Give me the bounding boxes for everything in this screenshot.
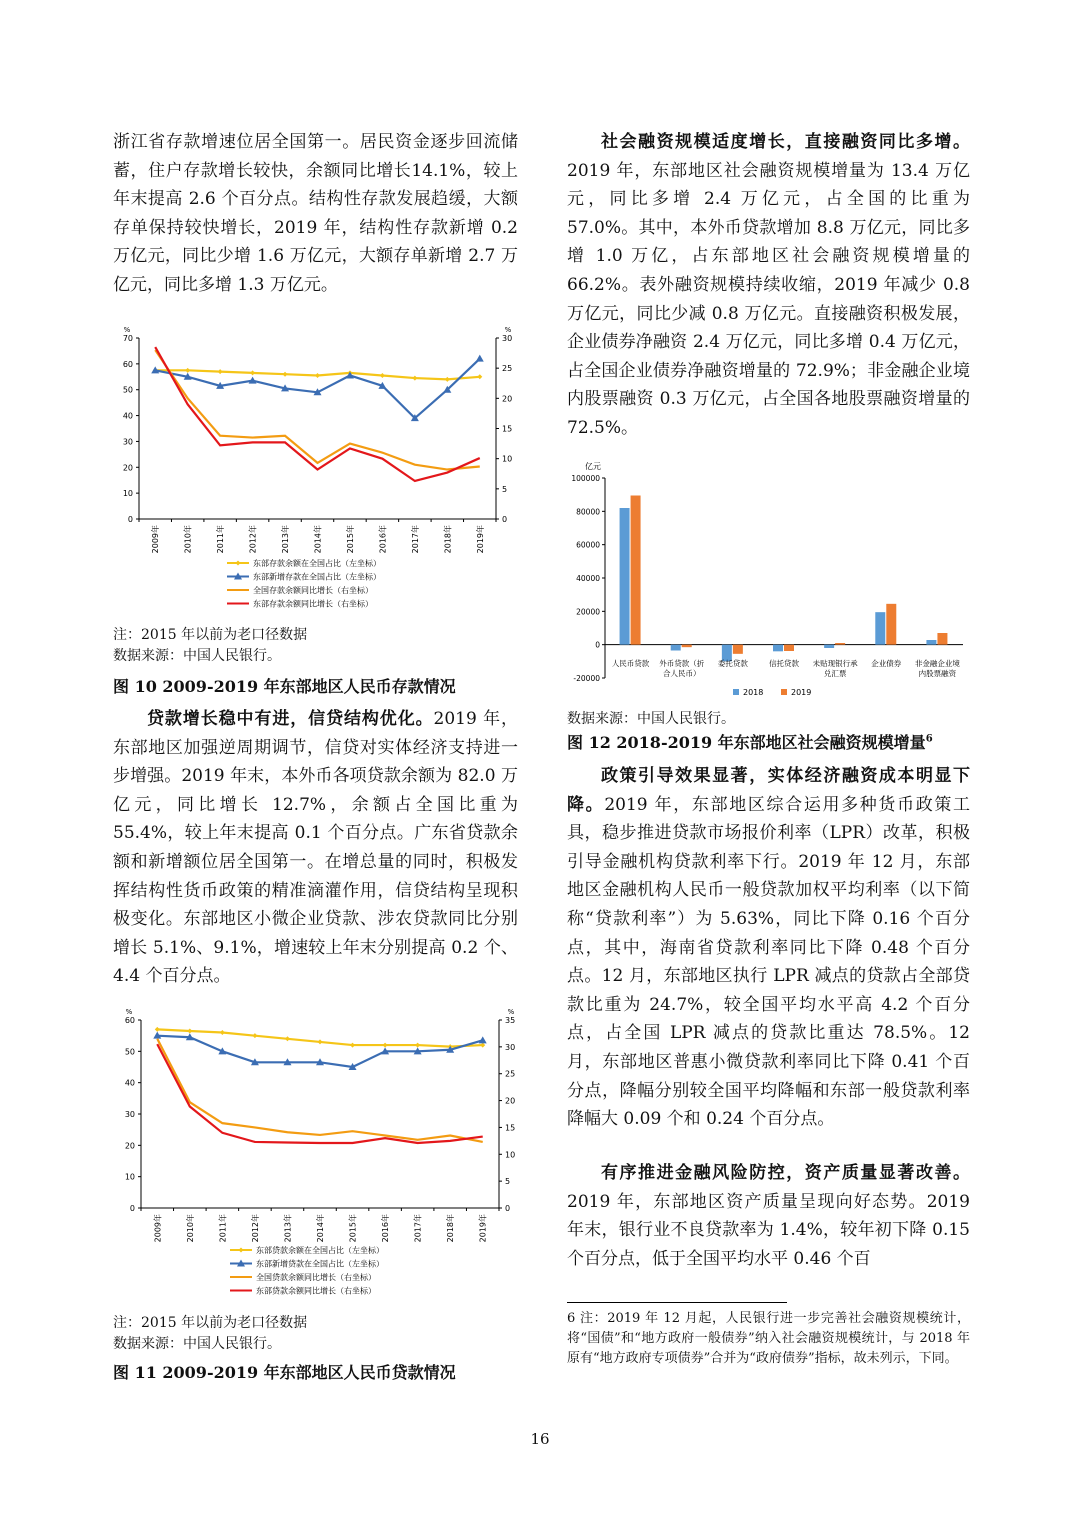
figure-11-caption-wrap: [113, 1360, 518, 1383]
left-tick-label: 40: [124, 1078, 135, 1088]
legend-label-2018: 2018: [743, 688, 764, 697]
y-tick-label: 100000: [571, 474, 600, 483]
legend-swatch-2018: [733, 689, 739, 695]
series-2-point: [476, 355, 484, 362]
figure-11-notes: [113, 1313, 518, 1355]
left-paragraph-2: [113, 705, 518, 991]
left-tick-label: 50: [122, 385, 133, 395]
y-tick-label: 40000: [576, 574, 600, 583]
series-1-point: [285, 1036, 290, 1041]
figure-12-caption-text: 图 12 2018-2019 年东部地区社会融资规模增量: [567, 733, 926, 752]
legend-label-3: 全国存款余额同比增长（右坐标）: [253, 586, 373, 595]
right-paragraph-3: [567, 1159, 970, 1273]
x-tick-label: 2017年: [410, 525, 420, 554]
bar-2018-5: [824, 645, 834, 648]
y-tick-label: 20000: [576, 607, 600, 617]
series-1-point: [318, 1039, 323, 1044]
category-label: 非金融企业境: [914, 659, 960, 668]
right-paragraph-2-lead: 政策引导效果显著，实体经济融资成本明显下降。: [567, 766, 970, 815]
right-paragraph-3-body: 2019 年，东部地区资产质量呈现向好态势。2019 年末，银行业不良贷款率为 1.4%，较年初下降 0.15 个百分点，低于全国平均水平 0.46 个百: [567, 1191, 970, 1269]
x-tick-label: 2013年: [283, 1214, 293, 1243]
legend-label-2: 东部新增贷款在全国占比（左坐标）: [256, 1259, 384, 1269]
y-tick-label: 60000: [576, 540, 600, 550]
series-1-point: [220, 1030, 225, 1035]
left-tick-label: 30: [124, 1110, 135, 1119]
figure-11-source: 数据来源：中国人民银行。: [113, 1336, 281, 1352]
category-label: 兑汇票: [823, 669, 847, 678]
series-1-point: [383, 1043, 388, 1048]
legend-label-2019: 2019: [791, 688, 812, 697]
bar-2019-4: [784, 645, 794, 651]
y-tick-label: -20000: [573, 674, 600, 683]
right-paragraph-1-body: 2019 年，东部地区社会融资规模增量为 13.4 万亿元，同比多增 2.4 万亿元，占全国的比重为 57.0%。其中，本外币贷款增加 8.8 万亿元，同比多增 1.0 万亿，占东部地区社会融资规模增量的 66.2%。表外融资规模持续收缩，2019 年减少 0.8 万亿元，同比少减 0.8 万亿元。直接融资积极发展，企业债券净融资 2.4 万亿元，同比多增 0.4 万亿元，占全国企业债券净融资增量的 72.9%；非金融企业境内股票融资 0.3 万亿元，占全国各地股票融资增量的 72.5%。: [567, 160, 970, 438]
right-tick-label: 15: [502, 424, 513, 434]
bar-2018-6: [875, 612, 885, 645]
footnote-separator: [567, 1302, 787, 1303]
series-1-point: [350, 1043, 355, 1048]
right-tick-label: 30: [505, 1042, 516, 1052]
legend-label-4: 东部存款余额同比增长（右坐标）: [253, 599, 373, 609]
series-line-4: [155, 347, 480, 481]
left-tick-label: 50: [124, 1047, 135, 1057]
series-1-point: [155, 1027, 160, 1032]
x-tick-label: 2019年: [475, 525, 485, 554]
x-tick-label: 2009年: [151, 525, 161, 554]
series-1-point: [187, 1028, 192, 1033]
bar-2018-4: [773, 645, 783, 652]
bar-2019-5: [835, 643, 845, 645]
right-tick-label: 0: [505, 1204, 511, 1213]
figure-12-caption-wrap: [567, 730, 970, 753]
figure-11-note: 注：2015 年以前为老口径数据: [113, 1315, 308, 1331]
figure-12-notes: [567, 709, 970, 730]
right-tick-label: 0: [502, 515, 508, 524]
footnote-marker: 6: [925, 733, 933, 745]
figure-10-chart: [110, 318, 520, 618]
right-tick-label: 10: [505, 1150, 516, 1160]
right-tick-label: 20: [505, 1096, 516, 1106]
figure-11-caption: 图 11 2009-2019 年东部地区人民币贷款情况: [113, 1363, 456, 1382]
x-tick-label: 2018年: [443, 525, 453, 554]
right-tick-label: 5: [505, 1177, 511, 1187]
right-tick-label: 35: [505, 1016, 516, 1025]
legend-label-4: 东部贷款余额同比增长（右坐标）: [256, 1286, 376, 1296]
x-tick-label: 2018年: [446, 1214, 456, 1243]
legend-marker-1: [236, 561, 241, 566]
figure-10-source: 数据来源：中国人民银行。: [113, 648, 281, 664]
series-2-point: [479, 1036, 487, 1043]
y-tick-label: 0: [595, 640, 600, 650]
x-tick-label: 2016年: [378, 525, 388, 554]
right-tick-label: 15: [505, 1123, 516, 1133]
bar-2018-2: [671, 645, 681, 651]
bar-2019-2: [682, 645, 692, 648]
x-tick-label: 2011年: [216, 525, 226, 554]
x-tick-label: 2009年: [153, 1214, 163, 1243]
x-tick-label: 2015年: [348, 1214, 358, 1243]
category-label: 外币贷款（折: [659, 659, 705, 668]
left-axis-unit: %: [125, 1008, 133, 1016]
legend-swatch-2019: [781, 689, 787, 695]
bar-2018-1: [620, 508, 630, 645]
legend-label-1: 东部存款余额在全国占比（左坐标）: [253, 559, 381, 568]
left-tick-label: 0: [127, 515, 133, 524]
left-tick-label: 10: [122, 489, 133, 499]
right-tick-label: 25: [505, 1069, 516, 1079]
figure-10-caption-wrap: [113, 674, 518, 697]
bar-2019-7: [937, 633, 947, 645]
series-1-point: [445, 377, 450, 382]
left-section-loans: [113, 705, 518, 991]
bar-2018-7: [926, 640, 936, 645]
figure-12-chart: [565, 458, 970, 706]
y-axis-unit: 亿元: [585, 462, 601, 471]
left-paragraph-1: 浙江省存款增速位居全国第一。居民资金逐步回流储蓄，住户存款增长较快，余额同比增长14.1%，较上年末提高 2.6 个百分点。结构性存款发展趋缓，大额存单保持较快增长，2019 年，结构性存款新增 0.2 万亿元，同比少增 1.6 万亿元，大额存单新增 2.7 万亿元，同比多增 1.3 万亿元。: [113, 132, 518, 295]
legend-label-3: 全国贷款余额同比增长（右坐标）: [256, 1273, 376, 1282]
series-1-point: [477, 374, 482, 379]
right-section-policy: [567, 762, 970, 1134]
right-section-risk: [567, 1159, 970, 1273]
x-tick-label: 2015年: [345, 525, 355, 554]
left-axis-unit: %: [123, 326, 131, 334]
series-1-point: [283, 372, 288, 377]
left-tick-label: 60: [124, 1016, 135, 1025]
right-paragraph-3-lead: 有序推进金融风险防控，资产质量显著改善。: [601, 1163, 970, 1183]
figure-12-source: 数据来源：中国人民银行。: [567, 711, 735, 727]
x-tick-label: 2017年: [413, 1214, 423, 1243]
left-paragraph-2-body: 2019 年，东部地区加强逆周期调节，信贷对实体经济支持进一步增强。2019 年末，本外币各项贷款余额为 82.0 万亿元，同比增长 12.7%，余额占全国比重为 55.4%，较上年末提高 0.1 个百分点。广东省贷款余额和新增额位居全国第一。在增总量的同时，积极发挥结构性货币政策的精准滴灌作用，信贷结构呈现积极变化。东部地区小微企业贷款、涉农贷款同比分别增长 5.1%、9.1%，增速较上年末分别提高 0.2 个、4.4 个百分点。: [113, 709, 518, 987]
x-tick-label: 2010年: [185, 1214, 195, 1243]
figure-10-notes: [113, 625, 518, 667]
right-axis-unit: %: [504, 326, 512, 334]
category-label: 企业债券: [871, 659, 902, 668]
left-column: [113, 128, 518, 300]
category-label: 合人民币）: [662, 669, 701, 678]
category-label: 信托贷款: [769, 659, 799, 668]
figure-10-caption: 图 10 2009-2019 年东部地区人民币存款情况: [113, 677, 456, 696]
right-section-financing: [567, 128, 970, 443]
figure-11-chart: [110, 1005, 520, 1307]
figure-12-caption: [567, 730, 970, 753]
x-tick-label: 2012年: [250, 1214, 260, 1243]
bar-2019-1: [631, 496, 641, 645]
bar-2019-3: [733, 645, 743, 654]
left-tick-label: 60: [122, 359, 133, 369]
right-tick-label: 20: [502, 394, 513, 404]
left-tick-label: 0: [129, 1204, 135, 1213]
right-tick-label: 5: [502, 484, 508, 494]
left-tick-label: 30: [122, 437, 133, 447]
series-1-point: [412, 376, 417, 381]
page-number: 16: [530, 1430, 550, 1448]
x-tick-label: 2012年: [248, 525, 258, 554]
y-tick-label: 80000: [576, 507, 600, 517]
category-label: 委托贷款: [717, 659, 748, 668]
x-tick-label: 2019年: [478, 1214, 488, 1243]
figure-10-note: 注：2015 年以前为老口径数据: [113, 627, 308, 643]
x-tick-label: 2010年: [183, 525, 193, 554]
x-tick-label: 2016年: [381, 1214, 391, 1243]
series-1-point: [415, 1043, 420, 1048]
right-paragraph-2-body: 2019 年，东部地区综合运用多种货币政策工具，稳步推进贷款市场报价利率（LPR）改革，积极引导金融机构贷款利率下行。2019 年 12 月，东部地区金融机构人民币一般贷款加权平均利率（以下简称“贷款利率”）为 5.63%，同比下降 0.16 个百分点，其中，海南省贷款利率同比下降 0.48 个百分点。12 月，东部地区执行 LPR 减点的贷款占全部贷款比重为 24.7%，较全国平均水平高 4.2 个百分点，占全国 LPR 减点的贷款比重达 78.5%。12 月，东部地区普惠小微贷款利率同比下降 0.41 个百分点，降幅分别较全国平均降幅和东部一般贷款利率降幅大 0.09 个和 0.24 个百分点。: [567, 794, 971, 1130]
right-paragraph-2: [567, 762, 970, 1134]
left-tick-label: 20: [124, 1141, 135, 1151]
series-1-point: [380, 373, 385, 378]
legend-label-2: 东部新增存款在全国占比（左坐标）: [253, 572, 381, 582]
series-line-3: [155, 350, 480, 469]
right-paragraph-1: [567, 128, 970, 443]
series-1-point: [185, 368, 190, 373]
left-paragraph-2-lead: 贷款增长稳中有进，信贷结构优化。: [147, 709, 434, 729]
category-label: 未贴现银行承: [812, 659, 858, 668]
series-1-point: [315, 373, 320, 378]
legend-label-1: 东部贷款余额在全国占比（左坐标）: [256, 1246, 384, 1255]
series-1-point: [252, 1033, 257, 1038]
x-tick-label: 2014年: [313, 525, 323, 554]
bar-2019-6: [886, 604, 896, 645]
right-paragraph-1-lead: 社会融资规模适度增长，直接融资同比多增。: [601, 132, 970, 152]
series-line-3: [157, 1039, 482, 1142]
left-tick-label: 70: [122, 334, 133, 343]
category-label: 人民币贷款: [611, 659, 650, 668]
series-1-point: [218, 369, 223, 374]
category-label: 内股票融资: [918, 669, 957, 678]
right-tick-label: 30: [502, 334, 513, 343]
x-tick-label: 2011年: [218, 1214, 228, 1243]
x-tick-label: 2013年: [281, 525, 291, 554]
left-tick-label: 40: [122, 411, 133, 421]
left-tick-label: 10: [124, 1172, 135, 1182]
left-tick-label: 20: [122, 463, 133, 473]
series-1-point: [250, 370, 255, 375]
footnote-6: 6 注：2019 年 12 月起，人民银行进一步完善社会融资规模统计，将“国债”和“地方政府一般债券”纳入社会融资规模统计，与 2018 年原有“地方政府专项债券”合并为“政府债券”指标，故未列示，下同。: [567, 1311, 970, 1366]
right-axis-unit: %: [507, 1008, 515, 1016]
right-tick-label: 10: [502, 454, 513, 464]
x-tick-label: 2014年: [316, 1214, 325, 1243]
legend-marker-1: [239, 1248, 244, 1253]
right-tick-label: 25: [502, 364, 513, 374]
